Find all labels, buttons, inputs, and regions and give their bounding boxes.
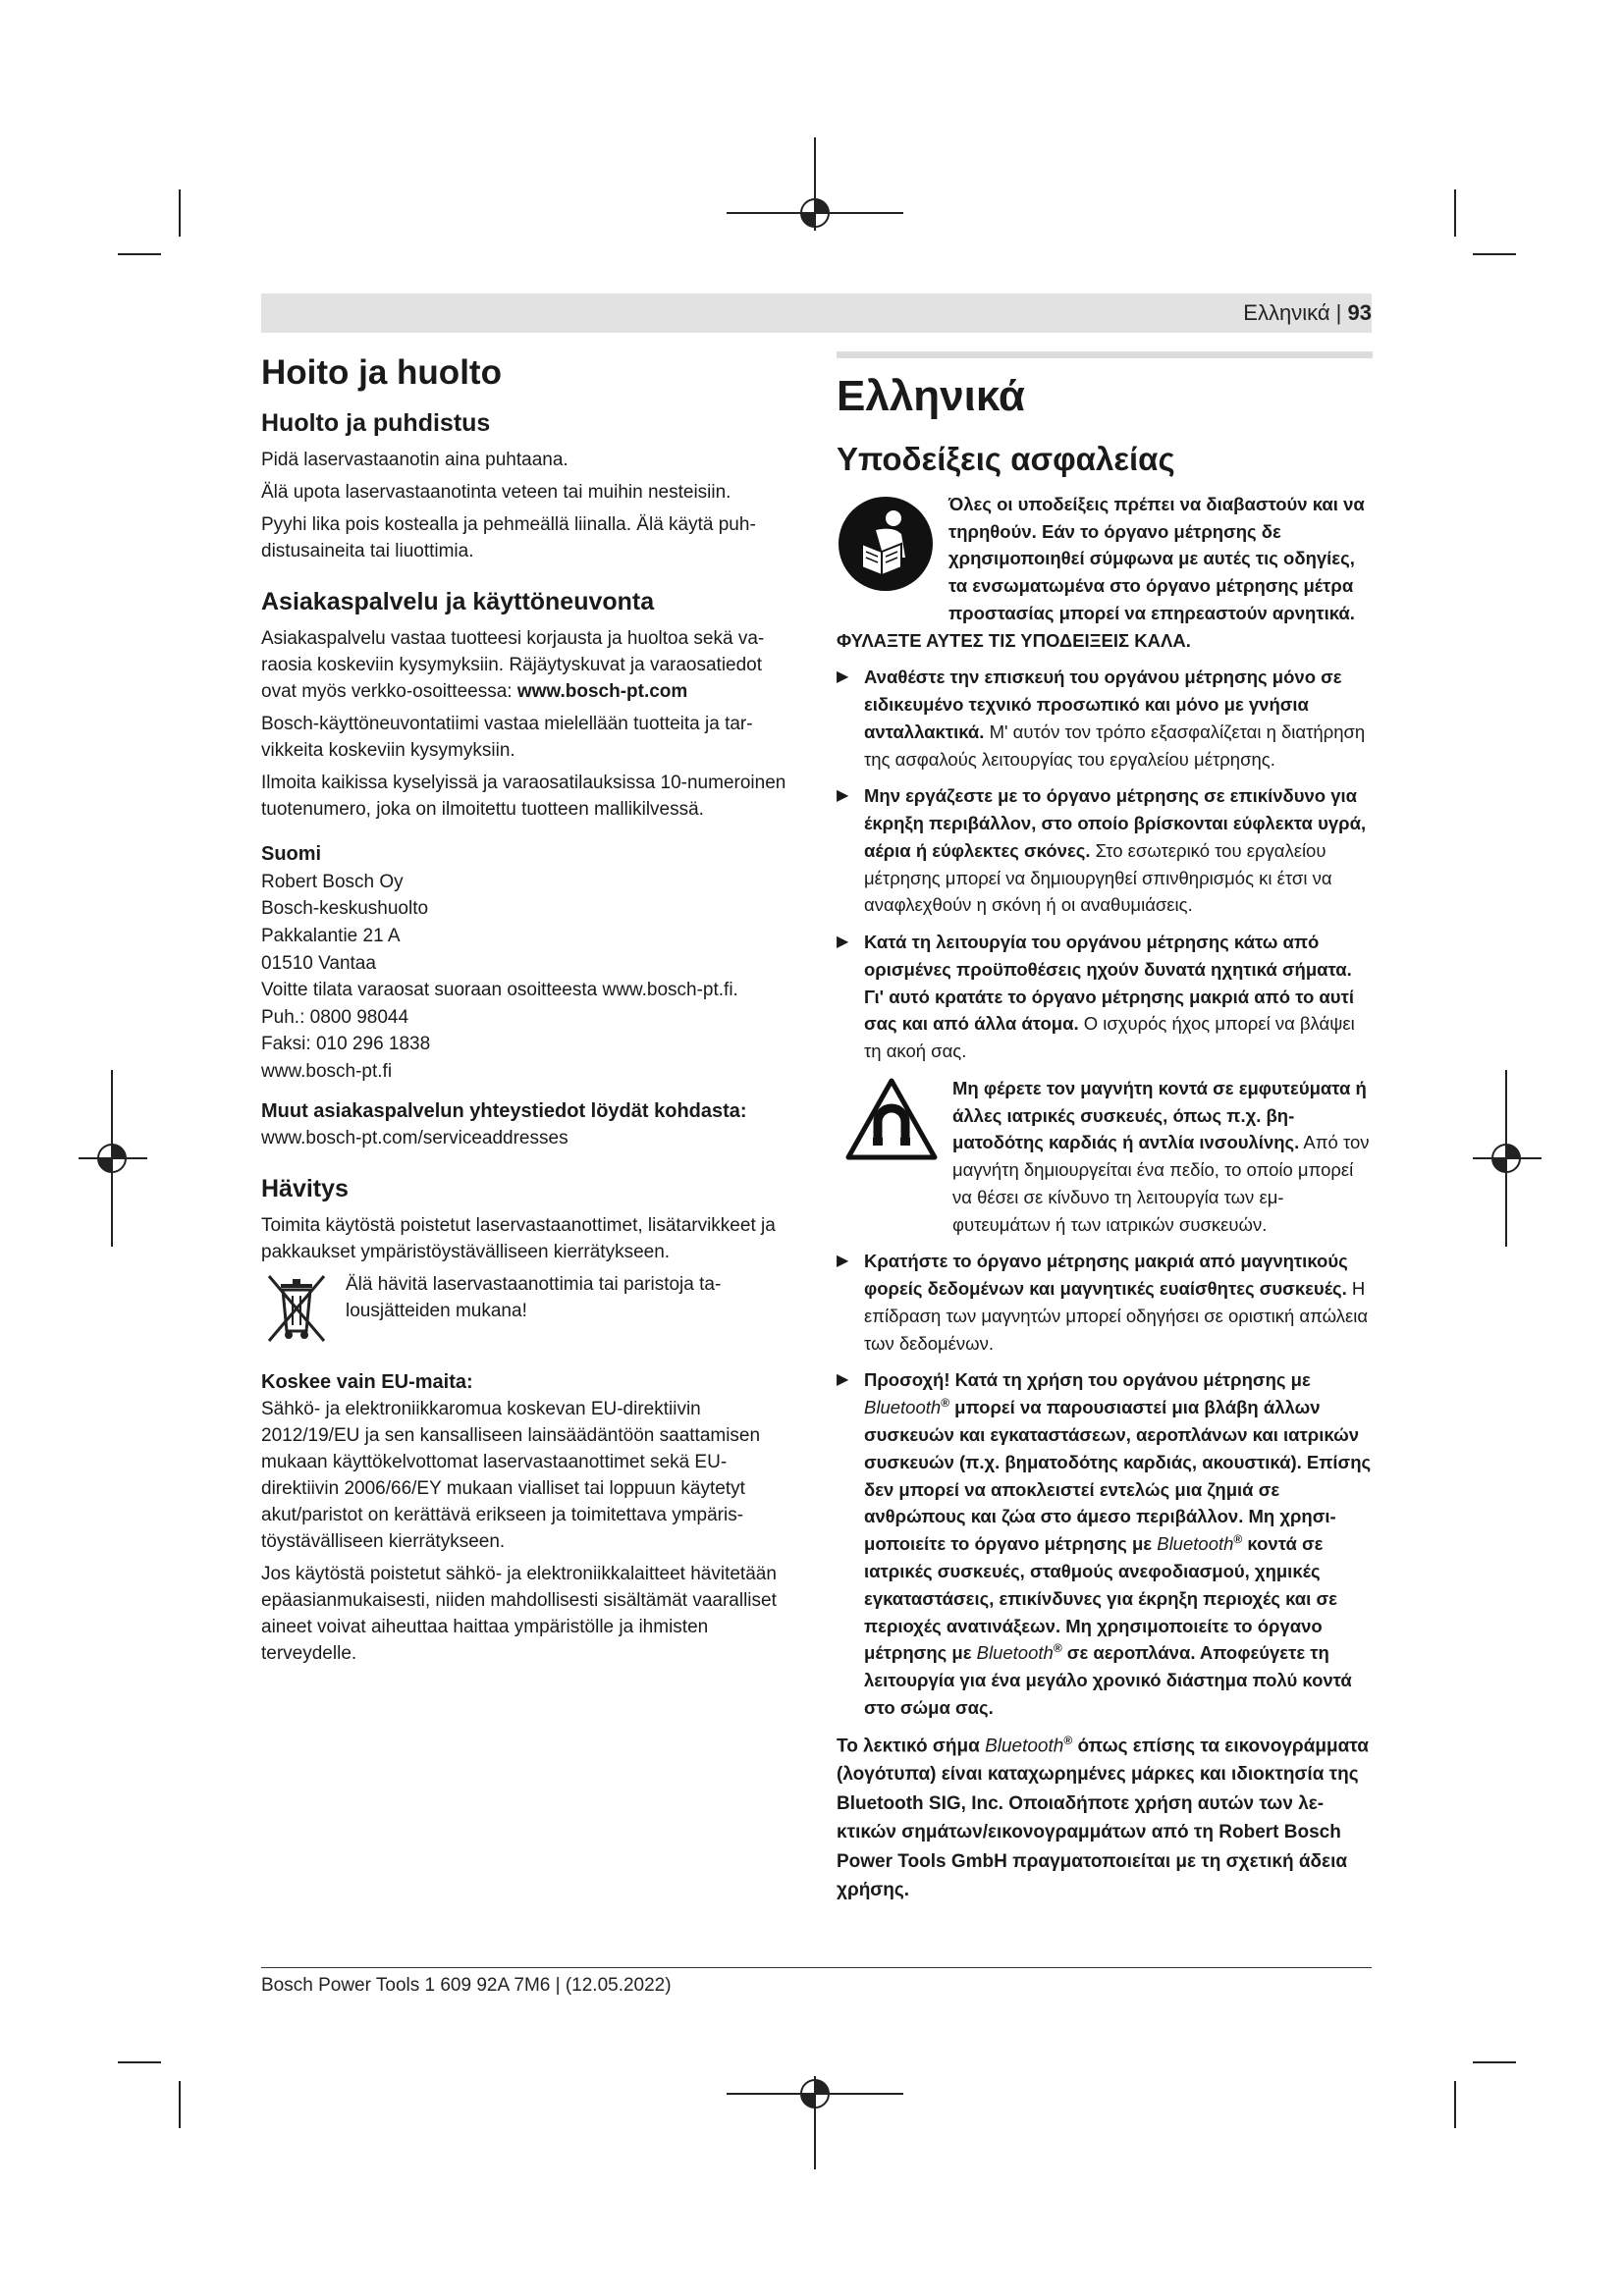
address-line: Bosch-keskushuolto — [261, 898, 429, 920]
crop-mark — [1454, 2081, 1456, 2128]
bullet-bold: Κατά τη λειτουργία του οργάνου μέτρησης κάτω από ορισμένες προϋποθέσεις ηχούν δυνατά ηχητικά σήματα. Γι' αυτό κρατάτε το όργανο μέτρησης μακριά από το αυτί σας και από άλλα άτομα. — [864, 932, 1354, 1035]
bullet-arrow-icon: ▶ — [837, 1371, 849, 1389]
safety-heading: Υποδείξεις ασφαλείας — [837, 441, 1175, 478]
bluetooth-brand: Bluetooth — [976, 1642, 1054, 1664]
bullet-text: Στο εσωτερικό του εργαλείου μέτρησης μπορεί να δημιουργηθεί σπινθηρισμός κι έτσι να αναφλεχθούν η σκόνη ή οι αναθυμιάσεις. — [864, 839, 1332, 916]
bullet-arrow-icon: ▶ — [837, 1253, 849, 1270]
bullet-text: Μ' αυτόν τον τρόπο εξασφαλίζεται η διατήρηση της ασφαλούς λειτουργίας του εργαλείου μέτρησης. — [864, 721, 1366, 770]
section-title: Hoito ja huolto — [261, 353, 502, 392]
bullet-arrow-icon: ▶ — [837, 787, 849, 805]
service-p3: Ilmoita kaikissa kyselyissä ja varaosatilauksissa 10-numeroinen tuotenumero, joka on ilmoitettu tuotteen mallikilvessä. — [261, 772, 786, 820]
trademark-part: Το λεκτικό σήμα — [837, 1735, 986, 1757]
page-header-band — [261, 294, 1372, 333]
service-p1-text: Asiakaspalvelu vastaa tuotteesi korjausta ja huoltoa sekä varaosia koskeviin kysymyksiin. Räjäytyskuvat ja varaosatiedot ovat myös verkko-osoitteessa: — [261, 628, 765, 703]
crop-mark — [1473, 2061, 1516, 2063]
disposal-p4: Jos käytöstä poistetut sähkö- ja elektroniikkalaitteet hävitetään epäasianmukaisesti, niiden mahdollisesti sisältämät vaaralliset aineet voivat aiheuttaa haittaa ympäristölle ja ihmisten terveydelle. — [261, 1564, 777, 1664]
bullet-text: Η επίδραση των μαγνητών μπορεί οδηγήσει σε οριστική απώλεια των δεδομένων. — [864, 1278, 1369, 1354]
bluetooth-warning-part: κοντά σε ιατρικές συσκευές, σταθμούς ανεφοδιασμού, χημικές εγκαταστάσεις, επικίνδυνες για έκρηξη περιοχές και σε περιοχές ανατινάξεων. Μη χρησιμοποιείτε το όργανο μέτρησης με — [864, 1533, 1337, 1664]
right-column — [837, 351, 1373, 1905]
country-heading: Suomi — [261, 842, 322, 865]
bullet-arrow-icon: ▶ — [837, 668, 849, 686]
bluetooth-brand: Bluetooth — [864, 1397, 942, 1418]
language-title: Ελληνικά — [837, 372, 1025, 420]
bluetooth-brand: Bluetooth — [985, 1735, 1064, 1757]
safety-bullet — [837, 1366, 1373, 1721]
bullet-arrow-icon: ▶ — [837, 934, 849, 951]
service-heading: Asiakaspalvelu ja käyttöneuvonta — [261, 588, 655, 616]
bullet-bold: Αναθέστε την επισκευή του οργάνου μέτρησης μόνο σε ειδικευμένο τεχνικό προσωπικό και μόνο με γνήσια ανταλλακτικά. — [864, 667, 1342, 742]
safety-intro-text: Όλες οι υποδείξεις πρέπει να διαβαστούν και να τηρηθούν. Εάν το όργανο μέτρησης δε χρησιμοποιηθεί σύμφωνα με αυτές τις οδηγίες, τα ενσωματωμένα στο όργανο μέτρησης μέτρα προστασίας μπορεί να επηρεαστούν αρνητικά. ΦΥΛΑΞΤΕ ΑΥΤΕΣ ΤΙΣ ΥΠΟΔΕΙΞΕΙΣ ΚΑΛΑ. — [837, 493, 1365, 651]
disposal-p3: Sähkö- ja elektroniikkaromua koskevan EU-direktiivin 2012/19/EU ja sen kansalliseen lainsäädäntöön saattamisen mukaan käyttökelvottomat laservastaanottimet sekä EU-direktiivin 2006/66/EY mukaan vialliset tai loppuun käytetyt akut/paristot on kerättävä erikseen ja toimitettava ympäristöystävälliseen kierrätykseen. — [261, 1399, 761, 1553]
bluetooth-warning-part: σε αεροπλάνα. Αποφεύγετε τη λειτουργία για ένα μεγάλο χρονικό διάστημα πολύ κοντά στο σώμα σας. — [864, 1642, 1352, 1718]
disposal-heading: Hävitys — [261, 1175, 349, 1203]
maintenance-heading: Huolto ja puhdistus — [261, 409, 491, 438]
maintenance-p3: Pyyhi lika pois kostealla ja pehmeällä liinalla. Älä käytä puhdistusaineita tai liuottimia. — [261, 514, 756, 562]
address-line: Puh.: 0800 98044 — [261, 1006, 409, 1028]
disposal-icon-row — [261, 1272, 797, 1350]
registered-mark: ® — [1233, 1532, 1243, 1547]
crop-mark — [118, 253, 161, 255]
read-manual-icon — [837, 495, 935, 601]
disposal-p2: Älä hävitä laservastaanottimia tai paristoja talousjätteiden mukana! — [346, 1274, 722, 1322]
bluetooth-brand: Bluetooth — [1157, 1533, 1234, 1555]
safety-bullet — [837, 1248, 1373, 1357]
registration-mark-icon — [727, 137, 903, 294]
crop-mark — [179, 2081, 181, 2128]
safety-intro — [837, 491, 1373, 655]
address-line: www.bosch-pt.fi — [261, 1060, 393, 1082]
maintenance-p2: Älä upota laservastaanotinta veteen tai muihin nesteisiin. — [261, 482, 731, 504]
safety-bullet — [837, 782, 1373, 919]
crop-mark — [1454, 189, 1456, 237]
page-header — [1243, 300, 1372, 326]
address-line: Pakkalantie 21 A — [261, 926, 401, 946]
page-number: 93 — [1347, 300, 1372, 325]
magnet-text: Από τον μαγνήτη δημιουργείται ένα πεδίο, το οποίο μπορεί να θέσει σε κίνδυνο τη λειτουργία των εμφυτευμάτων ή των ιατρικών συσκευών. — [952, 1132, 1370, 1235]
magnet-bold: Μη φέρετε τον μαγνήτη κοντά σε εμφυτεύματα ή άλλες ιατρικές συσκευές, όπως π.χ. βηματοδότης καρδιάς ή αντλία ινσουλίνης. — [952, 1077, 1367, 1153]
more-contacts-heading: Muut asiakaspalvelun yhteystiedot löydät kohdasta: — [261, 1100, 747, 1123]
registration-mark-icon — [727, 2061, 903, 2169]
bullet-bold: Κρατήστε το όργανο μέτρησης μακριά από μαγνητικούς φορείς δεδομένων και μαγνητικές ευαίσθητες συσκευές. — [864, 1251, 1348, 1300]
header-language: Ελληνικά — [1243, 300, 1330, 325]
registration-mark-icon — [1473, 1070, 1542, 1247]
bluetooth-warning-part: Προσοχή! Κατά τη χρήση του οργάνου μέτρησης με — [864, 1369, 1311, 1391]
crossed-bin-icon — [265, 1272, 328, 1350]
magnet-warning — [837, 1075, 1373, 1239]
trademark-part: όπως επίσης τα εικονογράμματα (λογότυπα) είναι καταχωρημένες μάρκες και ιδιοκτησία της Bluetooth SIG, Inc. Οποιαδήποτε χρήση αυτών των λεκτικών σημάτων/εικονογραμμάτων από τη Robert Bosch Power Tools GmbH πραγματοποιείται με τη σχετική άδεια χρήσης. — [837, 1735, 1369, 1901]
address-line: Voitte tilata varaosat suoraan osoitteesta www.bosch-pt.fi. — [261, 980, 738, 1001]
address-line: Robert Bosch Oy — [261, 871, 404, 892]
footer-rule — [261, 1967, 1372, 1968]
left-column — [261, 351, 797, 1674]
service-p2: Bosch-käyttöneuvontatiimi vastaa mielellään tuotteita ja tarvikkeita koskeviin kysymyksiin. — [261, 714, 753, 761]
service-p1 — [261, 626, 797, 706]
crop-mark — [118, 2061, 161, 2063]
safety-bullet — [837, 929, 1373, 1065]
address-line: 01510 Vantaa — [261, 952, 376, 974]
bluetooth-warning-part: μπορεί να παρουσιαστεί μια βλάβη άλλων συσκευών και εγκαταστάσεων, αεροπλάνων και ιατρικών συσκευών (π.χ. βηματοδότης καρδιάς, ακουστικά). Επίσης δεν μπορεί να αποκλειστεί εντελώς μια ζημιά σε ανθρώπους και ζώα στο άμεσο περιβάλλον. Μη χρησιμοποιείτε το όργανο μέτρησης με — [864, 1397, 1372, 1555]
registered-mark: ® — [1063, 1733, 1073, 1747]
address-block — [261, 869, 797, 1085]
page-footer: Bosch Power Tools 1 609 92A 7M6 | (12.05.2022) — [261, 1975, 672, 1996]
magnet-warning-icon — [844, 1077, 939, 1239]
disposal-p1: Toimita käytöstä poistetut laservastaanottimet, lisätarvikkeet ja pakkaukset ympäristöystävälliseen kierrätykseen. — [261, 1215, 776, 1263]
service-link[interactable]: www.bosch-pt.com — [516, 681, 688, 703]
registered-mark: ® — [1053, 1641, 1062, 1656]
header-separator: | — [1335, 300, 1342, 325]
more-contacts-url[interactable]: www.bosch-pt.com/serviceaddresses — [261, 1128, 568, 1149]
crop-mark — [1473, 253, 1516, 255]
maintenance-p1: Pidä laservastaanotin aina puhtaana. — [261, 450, 568, 471]
bullet-bold: Μην εργάζεστε με το όργανο μέτρησης σε επικίνδυνο για έκρηξη περιβάλλον, στο οποίο βρίσκονται εύφλεκτα υγρά, αέρια ή εύφλεκτες σκόνες. — [864, 785, 1367, 861]
eu-heading: Koskee vain EU-maita: — [261, 1371, 473, 1394]
address-line: Faksi: 010 296 1838 — [261, 1034, 431, 1055]
registered-mark: ® — [941, 1396, 950, 1411]
trademark-notice — [837, 1732, 1373, 1905]
crop-mark — [179, 189, 181, 237]
bullet-text: Ο ισχυρός ήχος μπορεί να βλάψει τη ακοή σας. — [864, 1013, 1355, 1062]
registration-mark-icon — [79, 1070, 147, 1247]
safety-bullet — [837, 664, 1373, 773]
